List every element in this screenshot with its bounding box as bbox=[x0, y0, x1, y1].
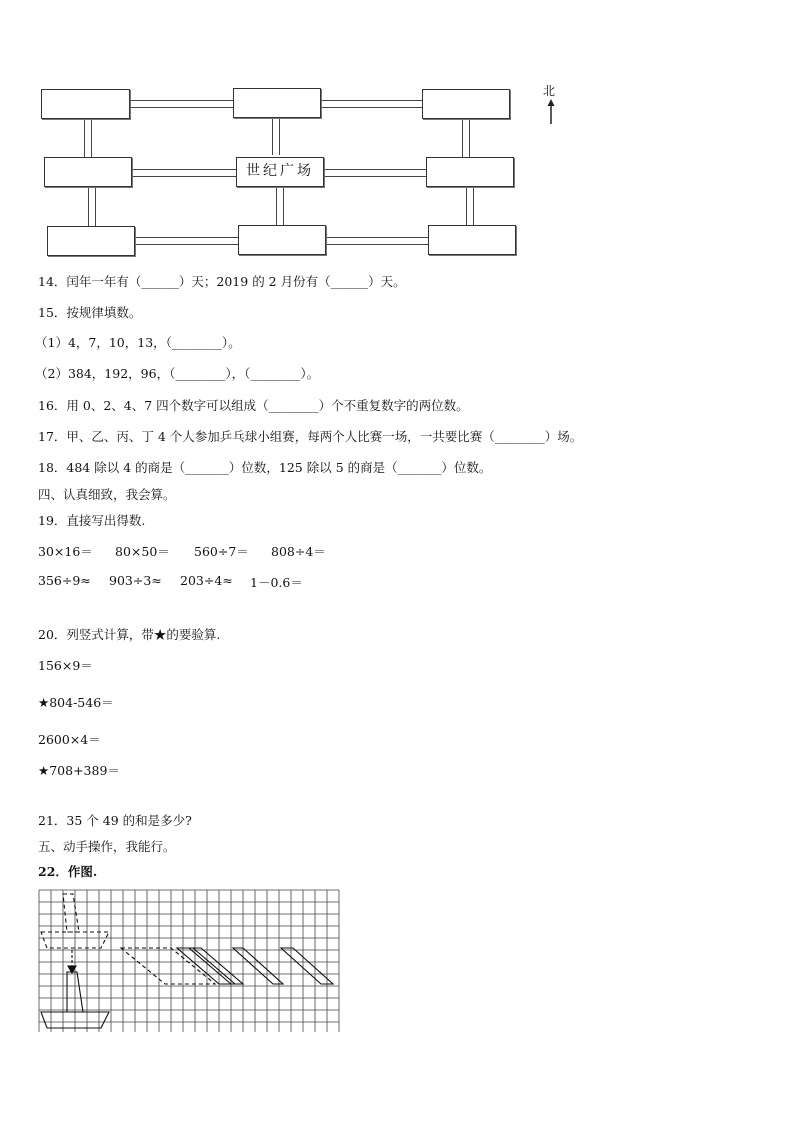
question-21: 21．35 个 49 的和是多少? bbox=[38, 813, 192, 828]
solid-parallelogram bbox=[189, 948, 243, 984]
map-building-box bbox=[238, 225, 326, 255]
question-20: 20．列竖式计算，带★的要验算. bbox=[38, 627, 221, 642]
road bbox=[462, 119, 470, 157]
road bbox=[324, 237, 430, 245]
map-building-box bbox=[44, 157, 132, 187]
question-14: 14．闰年一年有（______）天；2019 的 2 月份有（______）天。 bbox=[38, 274, 406, 289]
section-5-heading: 五、动手操作，我能行。 bbox=[38, 839, 176, 854]
road bbox=[272, 117, 280, 155]
vertical-calc-item: ★804-546＝ bbox=[38, 695, 114, 710]
road bbox=[84, 119, 92, 157]
road bbox=[466, 186, 474, 226]
question-22: 22．作图. bbox=[38, 864, 98, 879]
section-4-heading: 四、认真细致，我会算。 bbox=[38, 487, 176, 502]
map-building-box bbox=[47, 226, 135, 256]
north-arrow-icon bbox=[545, 99, 557, 125]
century-square-box bbox=[236, 157, 324, 187]
question-15: 15．按规律填数。 bbox=[38, 305, 142, 320]
map-building-box bbox=[428, 225, 516, 255]
question-15-part-1: （1）4，7，10，13，（________）。 bbox=[35, 335, 241, 350]
solid-parallelogram bbox=[177, 948, 235, 984]
mental-math-item: 560÷7＝ bbox=[194, 544, 249, 559]
road bbox=[128, 100, 236, 108]
map-building-box bbox=[41, 89, 130, 119]
mental-math-item: 808÷4＝ bbox=[271, 544, 326, 559]
question-15-part-2: （2）384，192，96，（________），（________）。 bbox=[35, 366, 320, 381]
mental-math-item: 903÷3≈ bbox=[109, 573, 162, 588]
vertical-calc-item: 2600×4＝ bbox=[38, 732, 101, 747]
road bbox=[88, 186, 96, 226]
vertical-calc-item: ★708+389＝ bbox=[38, 763, 120, 778]
road bbox=[131, 169, 237, 177]
road bbox=[134, 237, 240, 245]
solid-parallelogram bbox=[233, 948, 283, 984]
map-building-box bbox=[233, 88, 321, 118]
mental-math-item: 30×16＝ bbox=[38, 544, 93, 559]
north-label: 北 bbox=[543, 84, 556, 98]
mental-math-item: 203÷4≈ bbox=[180, 573, 233, 588]
question-18: 18．484 除以 4 的商是（_______）位数，125 除以 5 的商是（_______）位数。 bbox=[38, 460, 492, 475]
mental-math-item: 356÷9≈ bbox=[38, 573, 91, 588]
vertical-calc-item: 156×9＝ bbox=[38, 658, 93, 673]
mental-math-item: 80×50＝ bbox=[115, 544, 170, 559]
road bbox=[276, 186, 284, 226]
question-17: 17．甲、乙、丙、丁 4 个人参加乒乓球小组赛，每两个人比赛一场，一共要比赛（________）场。 bbox=[38, 429, 583, 444]
solid-parallelogram bbox=[281, 948, 333, 984]
question-16: 16．用 0、2、4、7 四个数字可以组成（________）个不重复数字的两位数。 bbox=[38, 398, 469, 413]
drawing-grid bbox=[37, 888, 341, 1032]
question-19: 19．直接写出得数. bbox=[38, 513, 146, 528]
road bbox=[323, 169, 427, 177]
road bbox=[320, 100, 426, 108]
plaza-label: 世纪广场 bbox=[246, 163, 314, 179]
map-building-box bbox=[422, 89, 510, 119]
map-building-box bbox=[426, 157, 514, 187]
mental-math-item: 1－0.6＝ bbox=[250, 575, 303, 590]
